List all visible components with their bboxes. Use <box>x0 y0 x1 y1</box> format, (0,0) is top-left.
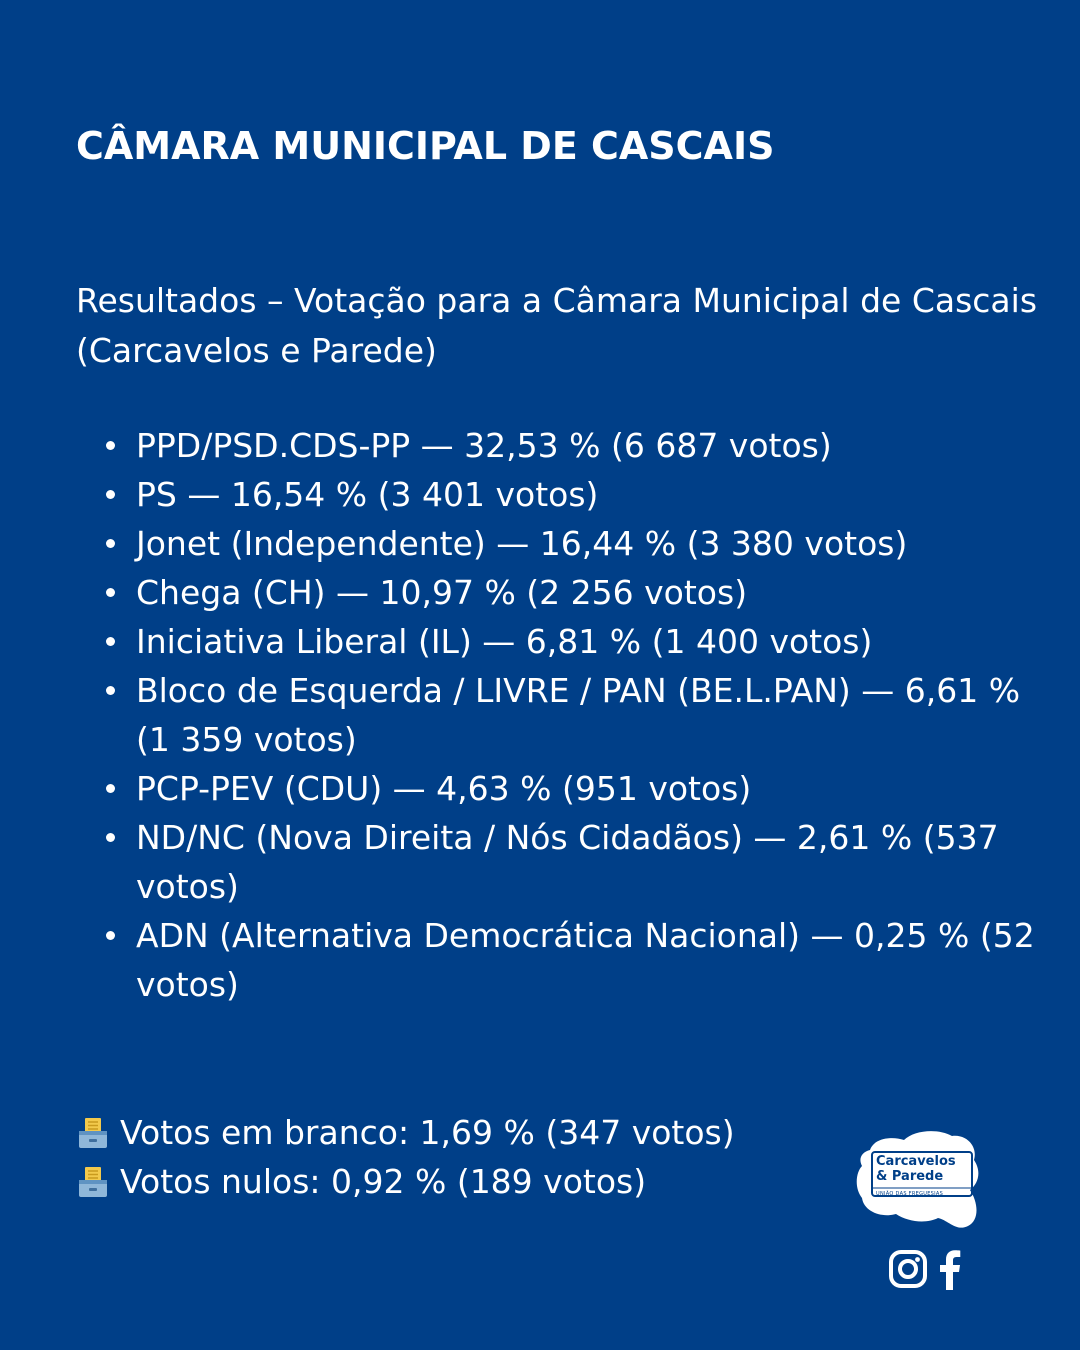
bullet-icon <box>106 539 115 548</box>
result-text: PS — 16,54 % (3 401 votos) <box>136 475 599 514</box>
result-text: PCP-PEV (CDU) — 4,63 % (951 votos) <box>136 769 752 808</box>
carcavelos-parede-logo <box>852 1128 982 1232</box>
instagram-icon[interactable] <box>888 1249 928 1289</box>
bullet-icon <box>106 784 115 793</box>
result-text: ADN (Alternativa Democrática Nacional) — 0,25 % (52 votos) <box>136 916 1035 1004</box>
vote-summary <box>76 1108 836 1206</box>
result-item <box>76 421 1060 470</box>
result-text: Iniciativa Liberal (IL) — 6,81 % (1 400 votos) <box>136 622 873 661</box>
ballot-box-icon <box>76 1165 110 1199</box>
bullet-icon <box>106 931 115 940</box>
logo-line-2: & Parede <box>876 1169 944 1184</box>
bullet-icon <box>106 441 115 450</box>
result-item <box>76 911 1060 1009</box>
result-text: Jonet (Independente) — 16,44 % (3 380 votos) <box>136 524 908 563</box>
result-item <box>76 666 1060 764</box>
result-text: PPD/PSD.CDS-PP — 32,53 % (6 687 votos) <box>136 426 832 465</box>
page-title: CÂMARA MUNICIPAL DE CASCAIS <box>76 124 775 168</box>
result-item <box>76 470 1060 519</box>
blank-votes-text: Votos em branco: 1,69 % (347 votos) <box>120 1113 735 1152</box>
logo-line-1: Carcavelos <box>876 1154 956 1169</box>
result-text: Chega (CH) — 10,97 % (2 256 votos) <box>136 573 748 612</box>
result-item <box>76 813 1060 911</box>
result-text: Bloco de Esquerda / LIVRE / PAN (BE.L.PAN) — 6,61 % (1 359 votos) <box>136 671 1021 759</box>
result-item <box>76 617 1060 666</box>
result-item <box>76 568 1060 617</box>
logo-text <box>876 1154 972 1184</box>
bullet-icon <box>106 637 115 646</box>
bullet-icon <box>106 588 115 597</box>
bullet-icon <box>106 490 115 499</box>
results-intro: Resultados – Votação para a Câmara Municipal de Cascais (Carcavelos e Parede) <box>76 281 1038 370</box>
result-item <box>76 519 1060 568</box>
blank-votes-line <box>76 1108 836 1157</box>
results-list <box>76 421 1060 1009</box>
bullet-icon <box>106 833 115 842</box>
facebook-icon[interactable] <box>936 1248 962 1290</box>
social-links <box>888 1248 962 1290</box>
null-votes-line <box>76 1157 836 1206</box>
result-item <box>76 764 1060 813</box>
logo-subtitle: UNIÃO DAS FREGUESIAS <box>876 1191 944 1197</box>
result-text: ND/NC (Nova Direita / Nós Cidadãos) — 2,61 % (537 votos) <box>136 818 999 906</box>
bullet-icon <box>106 686 115 695</box>
ballot-box-icon <box>76 1116 110 1150</box>
null-votes-text: Votos nulos: 0,92 % (189 votos) <box>120 1162 647 1201</box>
